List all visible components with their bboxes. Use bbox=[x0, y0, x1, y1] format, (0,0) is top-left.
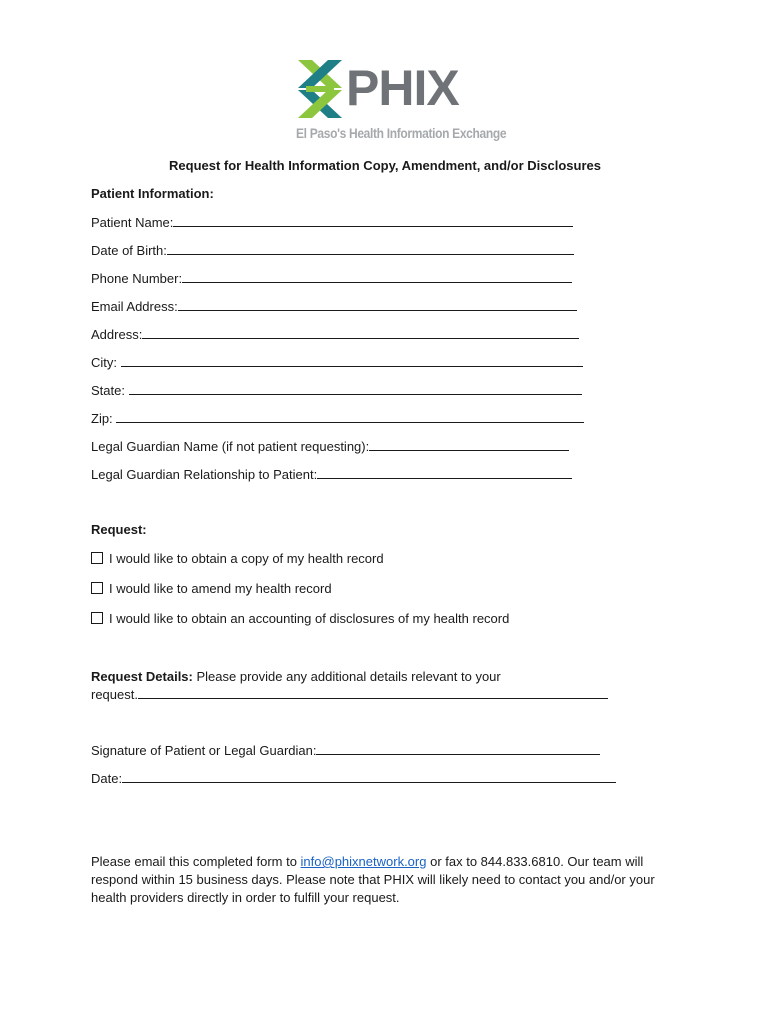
date-of-birth-line[interactable] bbox=[167, 242, 574, 255]
checkbox-copy[interactable] bbox=[91, 552, 103, 564]
request-details-text: Please provide any additional details relevant to your bbox=[192, 669, 501, 684]
legal-guardian-name-line[interactable] bbox=[369, 438, 569, 451]
field-label: Zip: bbox=[91, 411, 117, 426]
state-line[interactable] bbox=[129, 382, 582, 395]
address-line[interactable] bbox=[142, 326, 579, 339]
legal-guardian-relationship-line[interactable] bbox=[317, 466, 572, 479]
footer-text-after: or fax to 844.833.6810. Our team will respond within 15 business days. Please note that PHIX will likely need to contact you and/or your health providers directly in order to fulfill your request. bbox=[91, 854, 655, 905]
email-address-field[interactable] bbox=[91, 298, 577, 315]
option-label: I would like to obtain a copy of my health record bbox=[109, 551, 384, 566]
request-details-label: Request Details: bbox=[91, 669, 193, 684]
option-label: I would like to obtain an accounting of disclosures of my health record bbox=[109, 611, 510, 626]
logo-tagline: El Paso's Health Information Exchange bbox=[296, 125, 507, 141]
request-option-disclosures[interactable] bbox=[91, 611, 509, 627]
date-of-birth-field[interactable] bbox=[91, 242, 574, 259]
footer-text-before: Please email this completed form to bbox=[91, 854, 301, 869]
request-details-line2: request. bbox=[91, 687, 138, 702]
request-details-line[interactable] bbox=[138, 686, 608, 699]
request-details bbox=[91, 668, 681, 704]
field-label: State: bbox=[91, 383, 129, 398]
date-label: Date: bbox=[91, 771, 123, 786]
signature-field[interactable] bbox=[91, 742, 600, 759]
legal-guardian-relationship-field[interactable] bbox=[91, 466, 572, 483]
city-field[interactable] bbox=[91, 354, 583, 371]
email-address-line[interactable] bbox=[178, 298, 577, 311]
date-field[interactable] bbox=[91, 770, 616, 787]
logo-wordmark: PHIX bbox=[346, 60, 459, 116]
option-label: I would like to amend my health record bbox=[109, 581, 332, 596]
field-label: Patient Name: bbox=[91, 215, 174, 230]
field-label: Legal Guardian Name (if not patient requesting): bbox=[91, 439, 370, 454]
request-heading: Request: bbox=[91, 522, 147, 537]
field-label: Address: bbox=[91, 327, 143, 342]
address-field[interactable] bbox=[91, 326, 579, 343]
form-title: Request for Health Information Copy, Amendment, and/or Disclosures bbox=[169, 158, 601, 173]
patient-name-line[interactable] bbox=[173, 214, 573, 227]
patient-info-heading: Patient Information: bbox=[91, 186, 214, 201]
zip-field[interactable] bbox=[91, 410, 584, 427]
legal-guardian-name-field[interactable] bbox=[91, 438, 569, 455]
phone-number-line[interactable] bbox=[182, 270, 572, 283]
checkbox-disclosures[interactable] bbox=[91, 612, 103, 624]
date-line[interactable] bbox=[122, 770, 616, 783]
signature-label: Signature of Patient or Legal Guardian: bbox=[91, 743, 317, 758]
city-line[interactable] bbox=[121, 354, 583, 367]
email-link[interactable]: info@phixnetwork.org bbox=[300, 854, 427, 869]
phix-logo bbox=[296, 58, 507, 148]
checkbox-amend[interactable] bbox=[91, 582, 103, 594]
phone-number-field[interactable] bbox=[91, 270, 572, 287]
signature-line[interactable] bbox=[316, 742, 600, 755]
field-label: Date of Birth: bbox=[91, 243, 167, 258]
dna-helix-icon bbox=[296, 58, 344, 120]
field-label: Legal Guardian Relationship to Patient: bbox=[91, 467, 318, 482]
request-option-amend[interactable] bbox=[91, 581, 332, 597]
state-field[interactable] bbox=[91, 382, 582, 399]
patient-name-field[interactable] bbox=[91, 214, 573, 231]
field-label: Email Address: bbox=[91, 299, 178, 314]
field-label: Phone Number: bbox=[91, 271, 183, 286]
zip-line[interactable] bbox=[116, 410, 584, 423]
field-label: City: bbox=[91, 355, 121, 370]
instructions-paragraph bbox=[91, 853, 691, 907]
request-option-copy[interactable] bbox=[91, 551, 384, 567]
